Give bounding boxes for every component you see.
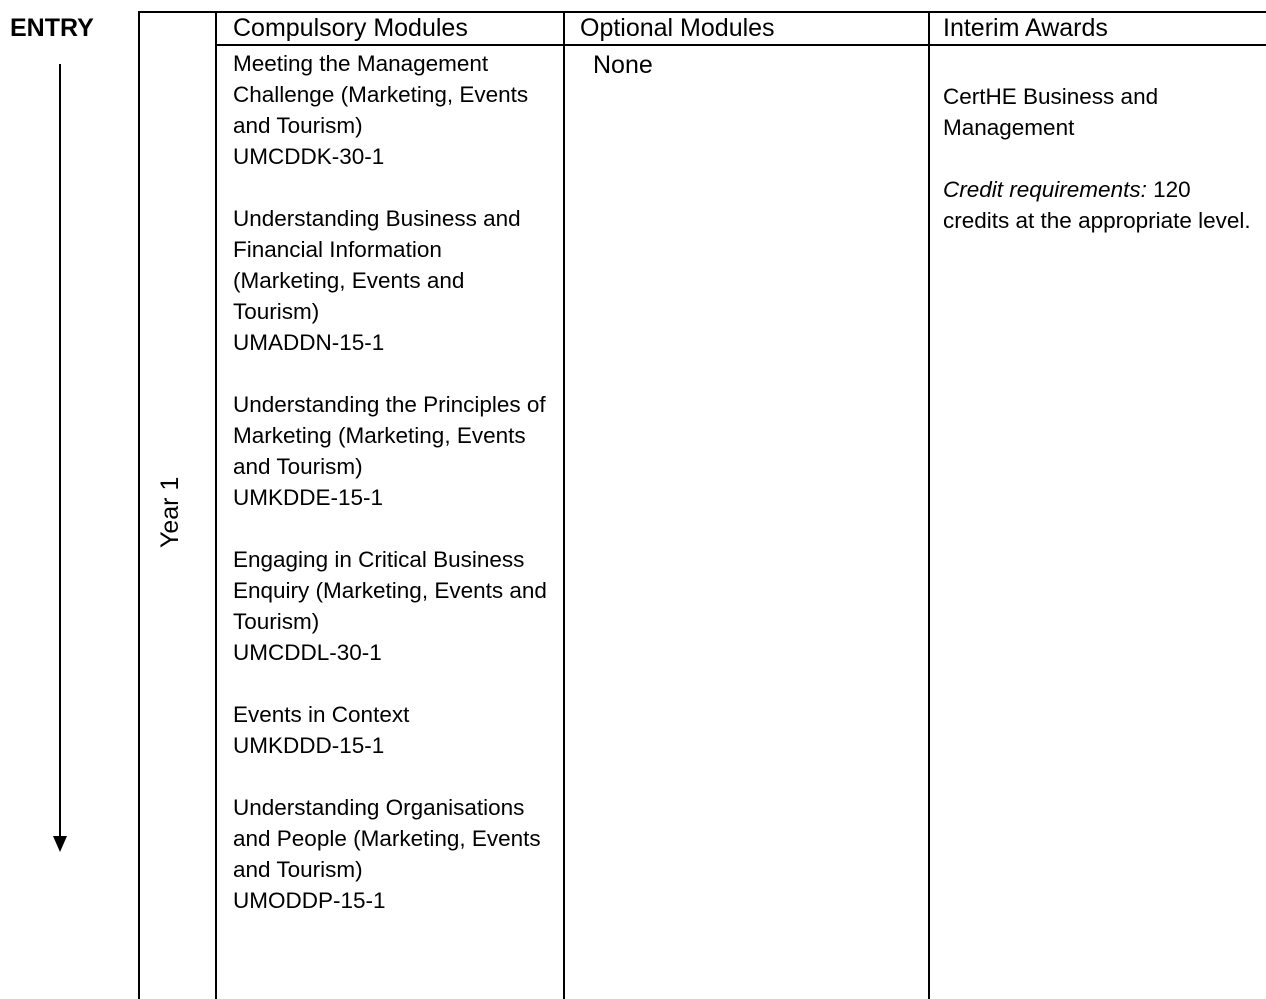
module-code: UMKDDD-15-1 (233, 733, 385, 758)
module-item (233, 544, 551, 668)
module-code: UMCDDL-30-1 (233, 640, 382, 665)
module-code: UMCDDK-30-1 (233, 144, 385, 169)
award-spacer (943, 143, 1253, 174)
module-spacer (233, 761, 551, 792)
module-spacer (233, 513, 551, 544)
interim-awards-cell (943, 81, 1253, 236)
module-item (233, 792, 551, 916)
module-item (233, 699, 551, 761)
module-item (233, 203, 551, 358)
header-interim-awards: Interim Awards (943, 14, 1108, 42)
module-title: Engaging in Critical Business Enquiry (Marketing, Events and Tourism) (233, 547, 547, 634)
module-title: Understanding the Principles of Marketing (Marketing, Events and Tourism) (233, 392, 546, 479)
year-label: Year 1 (156, 476, 184, 548)
entry-label: ENTRY (10, 14, 94, 42)
credit-requirements-text: 120 credits at the appropriate level. (943, 177, 1251, 233)
module-title: Meeting the Management Challenge (Marketing, Events and Tourism) (233, 51, 529, 138)
module-code: UMODDP-15-1 (233, 888, 386, 913)
table-border-left (138, 11, 140, 999)
module-item (233, 389, 551, 513)
module-code: UMKDDE-15-1 (233, 485, 384, 510)
compulsory-modules-cell (233, 48, 551, 916)
table-header-divider (216, 44, 1266, 46)
module-spacer (233, 172, 551, 203)
header-compulsory-modules: Compulsory Modules (233, 14, 468, 42)
module-item (233, 48, 551, 172)
credit-requirements-label: Credit requirements: (943, 177, 1147, 202)
optional-modules-cell: None (593, 51, 653, 79)
module-spacer (233, 358, 551, 389)
header-optional-modules: Optional Modules (580, 14, 775, 42)
table-divider-optional (928, 11, 930, 999)
table-divider-compulsory (563, 11, 565, 999)
table-divider-year (215, 11, 217, 999)
module-spacer (233, 668, 551, 699)
award-name: CertHE Business and Management (943, 84, 1159, 140)
module-title: Events in Context (233, 702, 410, 727)
module-title: Understanding Business and Financial Information (Marketing, Events and Tourism) (233, 206, 521, 324)
module-code: UMADDN-15-1 (233, 330, 385, 355)
module-title: Understanding Organisations and People (Marketing, Events and Tourism) (233, 795, 541, 882)
credit-requirements (943, 174, 1253, 236)
